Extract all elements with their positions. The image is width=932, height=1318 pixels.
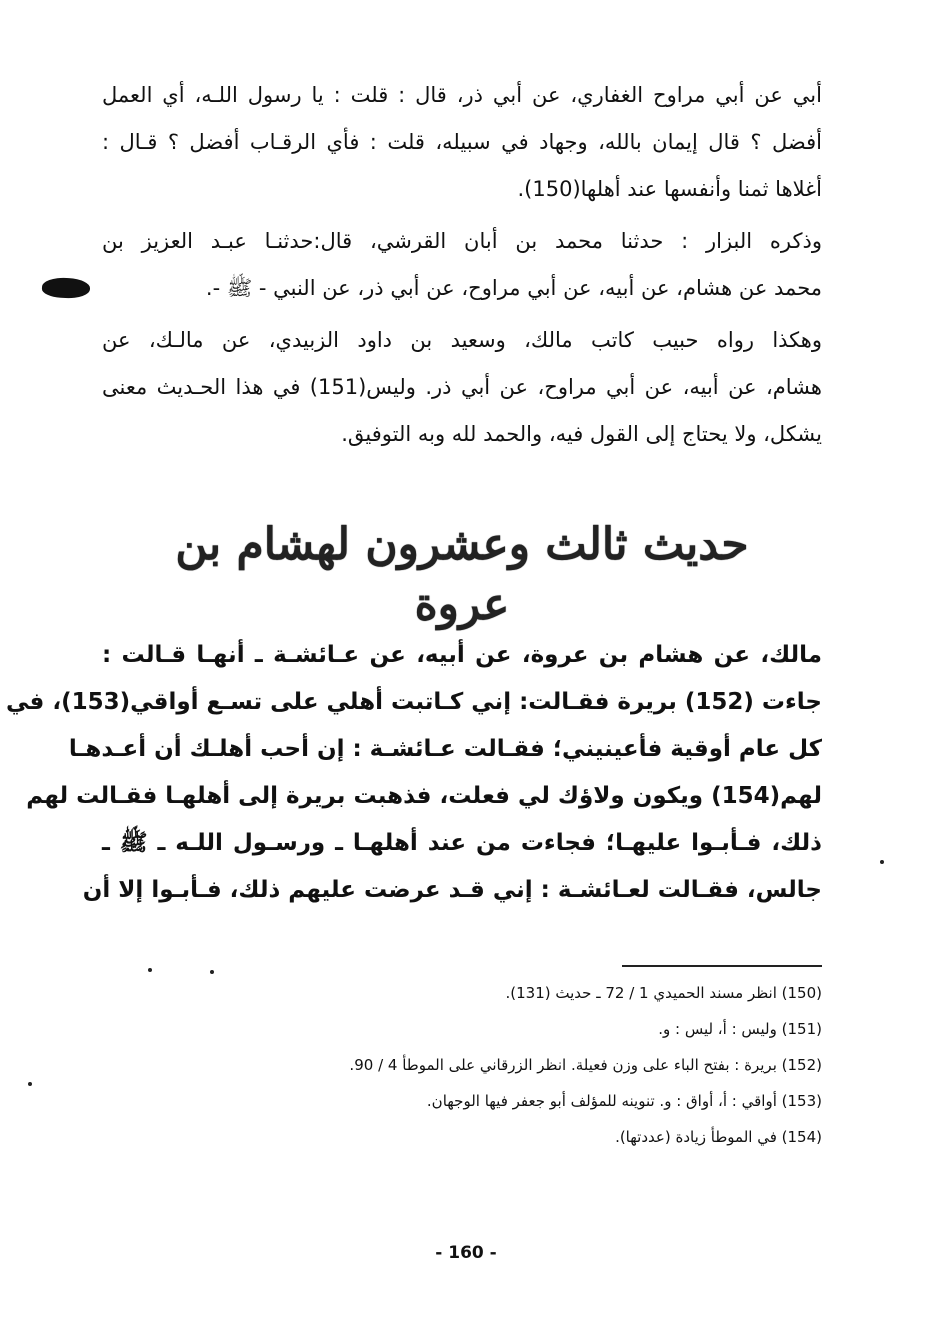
- ink-blot: [42, 277, 91, 299]
- paragraph-2: [102, 218, 822, 312]
- text-line: أفضل ؟ قال إيمان بالله، وجهاد في سبيله، قلت : فأي الرقـاب أفضل ؟ قـال :: [102, 130, 822, 154]
- text-line: لهم(154) ويكون ولاؤك لي فعلت، فذهبت بريرة إلى أهلهـا فقـالت لهم: [26, 783, 822, 809]
- text-line: وهكذا رواه حبيب كاتب مالك، وسعيد بن داود الزبيدي، عن مالـك، عن: [102, 328, 822, 352]
- footnote: (151) وليس : أ، ليس : و.: [658, 1020, 822, 1038]
- paragraph-1: [102, 72, 822, 213]
- footnote: (154) في الموطأ زيادة (عددتها).: [615, 1128, 822, 1146]
- text-line: يشكل، ولا يحتاج إلى القول فيه، والحمد لله وبه التوفيق.: [341, 422, 822, 446]
- text-line: وذكره البزار : حدثنا محمد بن أبان القرشي، قال:حدثنـا عبـد العزيز بن: [102, 229, 822, 253]
- speck: [148, 968, 152, 972]
- speck: [28, 1082, 32, 1086]
- text-line: محمد عن هشام، عن أبيه، عن أبي مراوح، عن أبي ذر، عن النبي - ﷺ -.: [205, 276, 822, 300]
- footnote: (150) انظر مسند الحميدي 1 / 72 ـ حديث (131).: [505, 984, 822, 1002]
- paragraph-3: [102, 317, 822, 458]
- page-number: - 160 -: [435, 1243, 497, 1263]
- text-line: أبي عن أبي مراوح الغفاري، عن أبي ذر، قال : قلت : يا رسول اللـه، أي العمل: [102, 83, 822, 107]
- text-line: ذلك، فـأبـوا عليهـا؛ فجاءت من عند أهلهـا ـ ورسـول اللـه ـ ﷺ ـ: [102, 830, 822, 856]
- footnotes: [102, 975, 822, 1155]
- text-line: جالس، فقـالت لعـائشـة : إني قـد عرضت عليهم ذلك، فـأبـوا إلا أن: [82, 877, 822, 903]
- speck: [880, 860, 884, 864]
- text-line: جاءت (152) بريرة فقـالت: إني كـاتبت أهلي على تسـع أواقي(153)، في: [6, 689, 822, 715]
- main-text: [6, 632, 822, 914]
- footnote-divider: [622, 965, 822, 967]
- speck: [210, 970, 214, 974]
- footnote: (152) بريرة : بفتح الباء على وزن فعيلة. انظر الزرقاني على الموطأ 4 / 90.: [349, 1056, 822, 1074]
- text-line: أغلاها ثمنا وأنفسها عند أهلها(150).: [517, 177, 822, 201]
- section-heading: حديث ثالث وعشرون لهشام بن عروة: [175, 519, 749, 630]
- text-line: مالك، عن هشام بن عروة، عن أبيه، عن عـائشـة ـ أنهـا قـالت :: [102, 642, 822, 668]
- text-line: هشام، عن أبيه، عن أبي مراوح، عن أبي ذر. وليس(151) في هذا الحـديث معنى: [102, 375, 822, 399]
- footnote: (153) أواقي : أ، أواق : و. تنوينه للمؤلف أبو جعفر فيها الوجهان.: [426, 1092, 822, 1110]
- text-line: كل عام أوقية فأعينيني؛ فقـالت عـائشـة : إن أحب أهلـك أن أعـدهـا: [68, 736, 822, 762]
